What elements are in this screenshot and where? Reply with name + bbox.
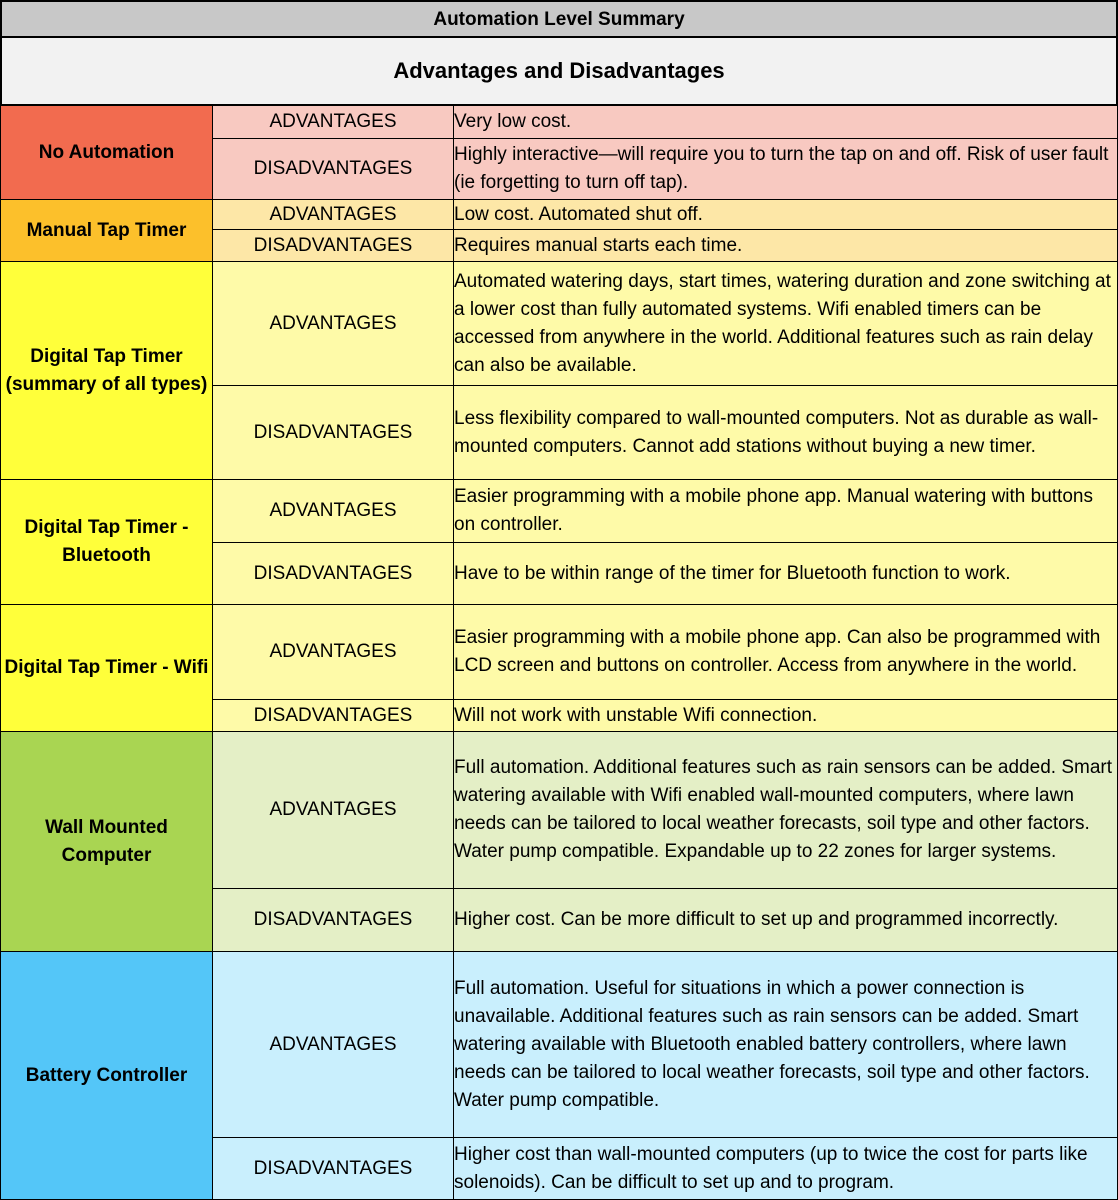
- disadvantages-text: Higher cost. Can be more difficult to set up and programmed incorrectly.: [454, 889, 1118, 952]
- advantages-text: Easier programming with a mobile phone app. Can also be programmed with LCD screen and buttons on controller. Access from anywhere in the world.: [454, 605, 1118, 700]
- advantages-text: Full automation. Additional features such as rain sensors can be added. Smart watering available with Wifi enabled wall-mounted computers, where lawn needs can be tailored to local weather forecasts, soil type and other factors. Water pump compatible. Expandable up to 22 zones for larger systems.: [454, 732, 1118, 889]
- disadvantages-text: Highly interactive—will require you to turn the tap on and off. Risk of user fault (ie forgetting to turn off tap).: [454, 139, 1118, 200]
- advantages-text: Automated watering days, start times, watering duration and zone switching at a lower cost than fully automated systems. Wifi enabled timers can be accessed from anywhere in the world. Additional features such as rain delay can also be available.: [454, 262, 1118, 386]
- advantages-text: Easier programming with a mobile phone app. Manual watering with buttons on controller.: [454, 480, 1118, 543]
- advantages-label: ADVANTAGES: [213, 200, 454, 230]
- disadvantages-text: Less flexibility compared to wall-mounted computers. Not as durable as wall-mounted computers. Cannot add stations without buying a new timer.: [454, 386, 1118, 480]
- disadvantages-text: Higher cost than wall-mounted computers (up to twice the cost for parts like solenoids). Can be difficult to set up and to program.: [454, 1138, 1118, 1200]
- disadvantages-label: DISADVANTAGES: [213, 139, 454, 200]
- advantages-label: ADVANTAGES: [213, 952, 454, 1138]
- disadvantages-text: Will not work with unstable Wifi connection.: [454, 700, 1118, 732]
- advantages-label: ADVANTAGES: [213, 605, 454, 700]
- level-name: Digital Tap Timer - Bluetooth: [1, 480, 213, 605]
- disadvantages-label: DISADVANTAGES: [213, 1138, 454, 1200]
- sheet-title: Automation Level Summary: [0, 0, 1118, 38]
- disadvantages-label: DISADVANTAGES: [213, 889, 454, 952]
- table-row: [1, 952, 1118, 1138]
- table-row: [1, 732, 1118, 889]
- advantages-text: Low cost. Automated shut off.: [454, 200, 1118, 230]
- advantages-label: ADVANTAGES: [213, 732, 454, 889]
- table-row: [1, 106, 1118, 139]
- advantages-label: ADVANTAGES: [213, 106, 454, 139]
- disadvantages-text: Requires manual starts each time.: [454, 230, 1118, 262]
- disadvantages-label: DISADVANTAGES: [213, 700, 454, 732]
- advantages-label: ADVANTAGES: [213, 480, 454, 543]
- disadvantages-label: DISADVANTAGES: [213, 230, 454, 262]
- level-name: No Automation: [1, 106, 213, 200]
- disadvantages-label: DISADVANTAGES: [213, 386, 454, 480]
- level-name: Battery Controller: [1, 952, 213, 1200]
- level-name: Digital Tap Timer - Wifi: [1, 605, 213, 732]
- table-row: [1, 480, 1118, 543]
- table-row: [1, 262, 1118, 386]
- disadvantages-label: DISADVANTAGES: [213, 543, 454, 605]
- disadvantages-text: Have to be within range of the timer for Bluetooth function to work.: [454, 543, 1118, 605]
- level-name: Manual Tap Timer: [1, 200, 213, 262]
- sheet-subtitle: Advantages and Disadvantages: [0, 38, 1118, 106]
- table-row: [1, 605, 1118, 700]
- table-row: [1, 200, 1118, 230]
- level-name: Wall Mounted Computer: [1, 732, 213, 952]
- advantages-label: ADVANTAGES: [213, 262, 454, 386]
- level-name: Digital Tap Timer (summary of all types): [1, 262, 213, 480]
- advantages-text: Very low cost.: [454, 106, 1118, 139]
- advantages-text: Full automation. Useful for situations in which a power connection is unavailable. Additional features such as rain sensors can be added. Smart watering available with Bluetooth enabled battery controllers, where lawn needs can be tailored to local weather forecasts, soil type and other factors. Water pump compatible.: [454, 952, 1118, 1138]
- automation-table: [0, 105, 1118, 1200]
